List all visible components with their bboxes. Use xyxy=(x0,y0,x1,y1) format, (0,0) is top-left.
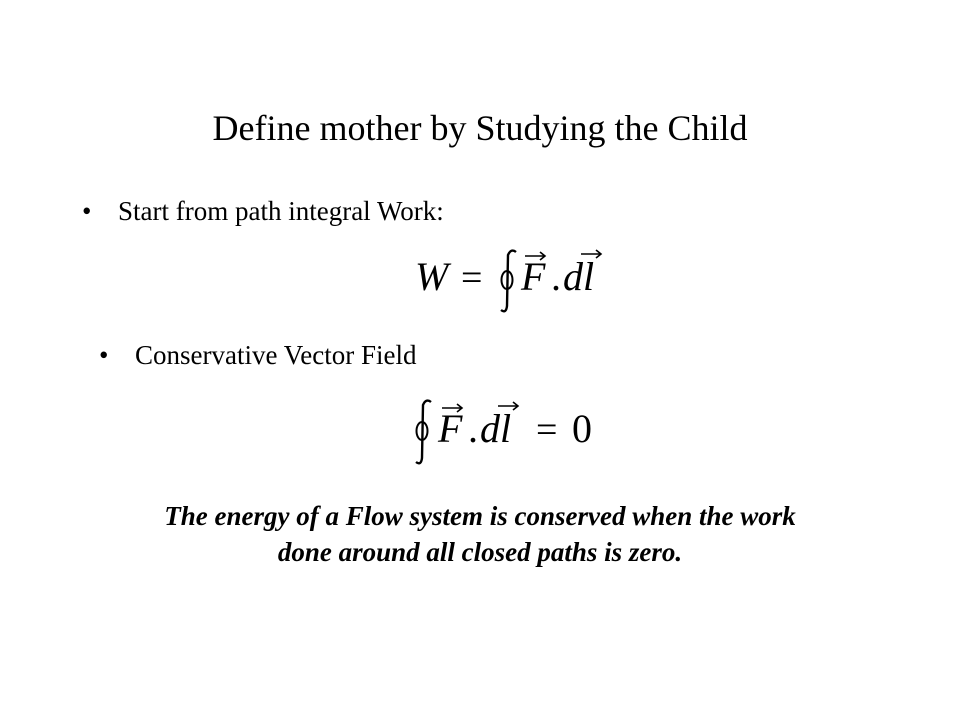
bullet-text: Conservative Vector Field xyxy=(135,340,417,370)
bullet-work xyxy=(82,195,444,227)
bullet-marker: • xyxy=(82,196,92,226)
bullet-text: Start from path integral Work: xyxy=(118,196,444,226)
conclusion-statement xyxy=(0,498,960,570)
slide-title: Define mother by Studying the Child xyxy=(212,108,748,148)
symbol-f: F xyxy=(438,406,463,451)
conclusion-line-2: done around all closed paths is zero. xyxy=(277,537,683,567)
bullet-marker: • xyxy=(99,340,109,370)
integral-sign xyxy=(501,251,516,312)
symbol-dl: dl xyxy=(480,406,512,451)
integral-sign xyxy=(416,401,431,464)
dot-operator: . xyxy=(468,406,478,451)
bullet-conservative-field xyxy=(99,339,416,371)
conservative-field-equation xyxy=(412,396,602,468)
conclusion-line-1: The energy of a Flow system is conserved when the work xyxy=(164,501,796,531)
symbol-w: W xyxy=(415,254,449,299)
equals-sign: = xyxy=(536,409,558,451)
symbol-dl: dl xyxy=(563,254,595,299)
symbol-zero: 0 xyxy=(572,406,592,451)
dot-operator: . xyxy=(551,254,561,299)
work-integral-equation xyxy=(415,246,615,316)
equals-sign: = xyxy=(461,257,483,299)
symbol-f: F xyxy=(521,254,546,299)
